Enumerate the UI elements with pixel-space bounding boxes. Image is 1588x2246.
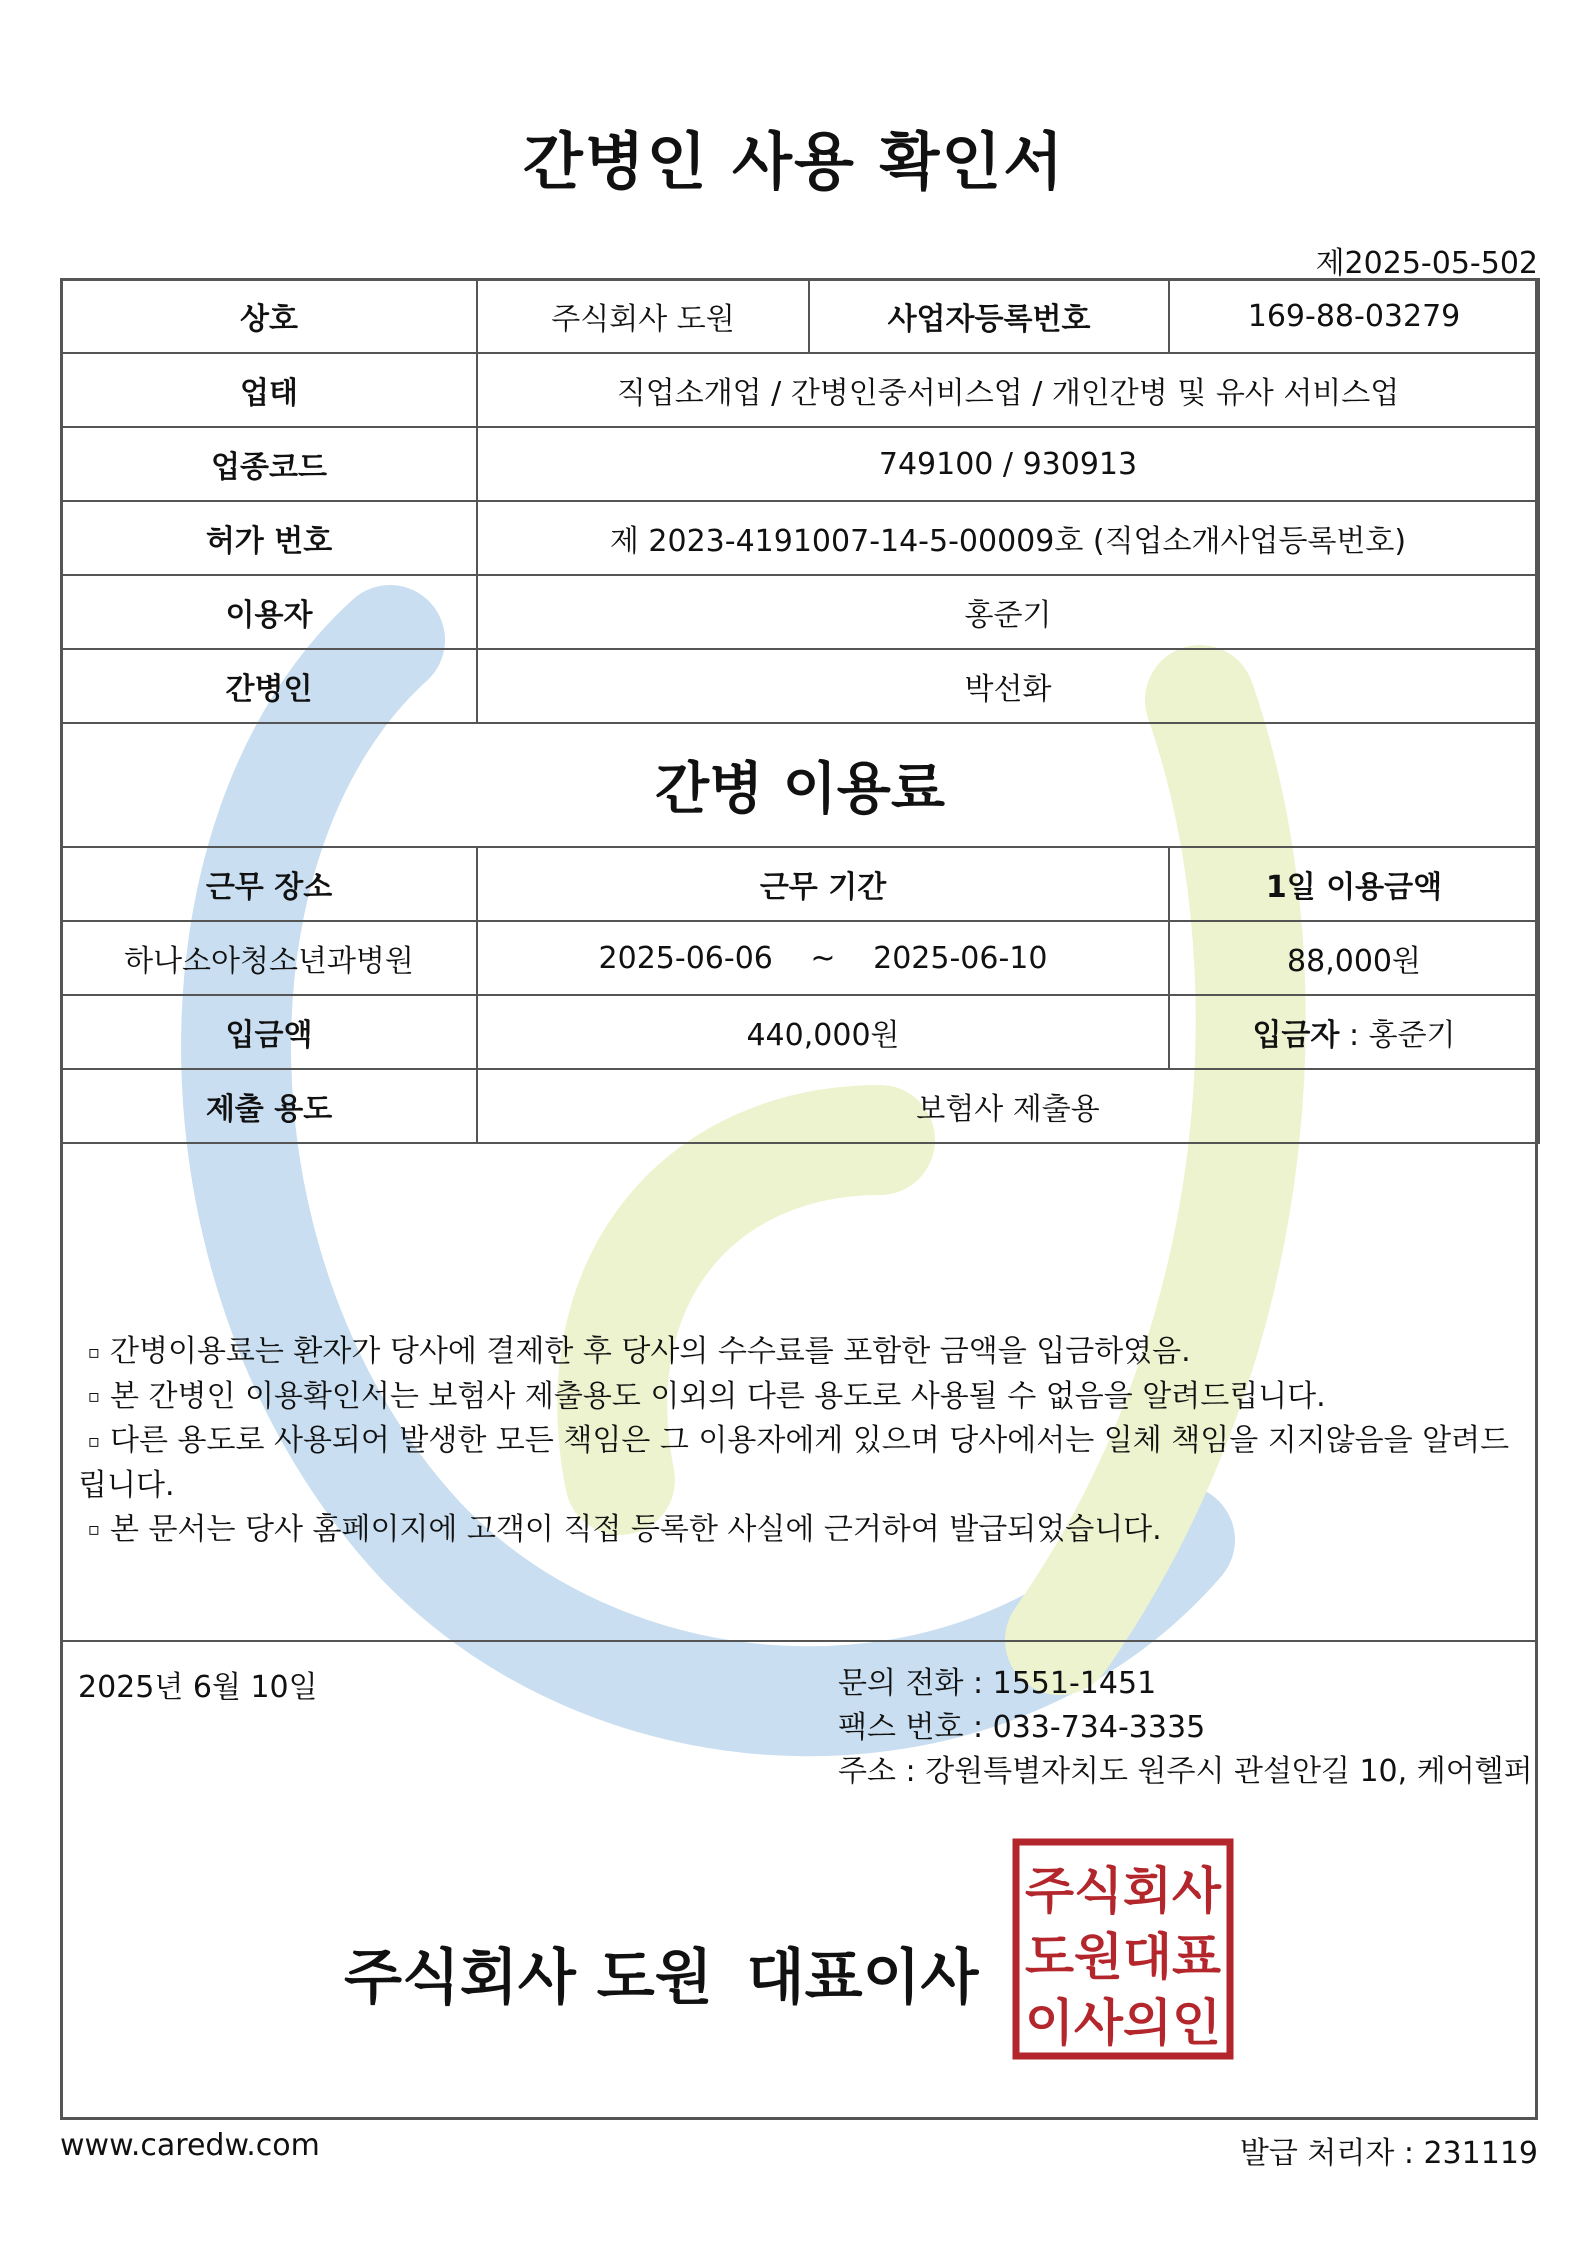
purpose-label: 제출 용도 xyxy=(61,1069,477,1143)
notes-section xyxy=(78,1330,1518,1552)
signer-title: 대표이사 xyxy=(746,1943,979,2013)
document-number: 제2025-05-502 xyxy=(1315,246,1538,281)
depositor-label: 입금자 xyxy=(1252,1018,1340,1053)
period-separator: ~ xyxy=(810,940,836,976)
permit-row xyxy=(61,501,1539,575)
company-row xyxy=(61,279,1539,353)
bullet-icon: ▫ xyxy=(87,1386,101,1407)
fax-number: 팩스 번호 : 033-734-3335 xyxy=(838,1710,1206,1745)
depositor-cell xyxy=(1169,995,1539,1069)
workplace-label: 근무 장소 xyxy=(61,847,477,921)
workplace-value: 하나소아청소년과병원 xyxy=(61,921,477,995)
user-row xyxy=(61,575,1539,649)
industry-code-row xyxy=(61,427,1539,501)
purpose-value: 보험사 제출용 xyxy=(477,1069,1539,1143)
bullet-icon: ▫ xyxy=(87,1430,101,1452)
depositor-value: : 홍준기 xyxy=(1339,1018,1456,1053)
seal-line: 이사의인 xyxy=(1025,1994,1221,2052)
user-label: 이용자 xyxy=(61,575,477,649)
signer xyxy=(344,1930,979,2016)
permit-value: 제 2023-4191007-14-5-00009호 (직업소개사업등록번호) xyxy=(477,501,1539,575)
purpose-row xyxy=(61,1069,1539,1143)
period-value xyxy=(477,921,1169,995)
period-start: 2025-06-06 xyxy=(598,940,773,976)
note-item: ▫ 본 간병인 이용확인서는 보험사 제출용도 이외의 다른 용도로 사용될 수 없음을 알려드립니다. xyxy=(78,1375,1518,1420)
caregiver-label: 간병인 xyxy=(61,649,477,723)
company-value: 주식회사 도원 xyxy=(477,279,809,353)
deposit-value: 440,000원 xyxy=(477,995,1169,1069)
deposit-label: 입금액 xyxy=(61,995,477,1069)
fee-header-row xyxy=(61,847,1539,921)
user-value: 홍준기 xyxy=(477,575,1539,649)
bullet-icon: ▫ xyxy=(87,1341,101,1363)
company-seal-icon xyxy=(1012,1838,1234,2060)
seal-line: 도원대표 xyxy=(1025,1928,1222,1986)
caregiver-row xyxy=(61,649,1539,723)
certificate-table xyxy=(60,278,1540,1144)
fee-title-row xyxy=(61,723,1539,847)
bullet-icon: ▫ xyxy=(87,1519,101,1540)
industry-code-value: 749100 / 930913 xyxy=(477,427,1539,501)
daily-fee-value: 88,000원 xyxy=(1169,921,1539,995)
address: 주소 : 강원특별자치도 원주시 관설안길 10, 케어헬퍼 xyxy=(838,1754,1533,1789)
industry-code-label: 업종코드 xyxy=(61,427,477,501)
company-label: 상호 xyxy=(61,279,477,353)
business-type-row xyxy=(61,353,1539,427)
caregiver-value: 박선화 xyxy=(477,649,1539,723)
issue-date: 2025년 6월 10일 xyxy=(78,1670,318,1705)
business-type-label: 업태 xyxy=(61,353,477,427)
phone-number: 문의 전화 : 1551-1451 xyxy=(838,1666,1157,1701)
period-label: 근무 기간 xyxy=(477,847,1169,921)
document-title: 간병인 사용 확인서 xyxy=(522,125,1066,198)
contact-info xyxy=(838,1662,1533,1794)
deposit-row xyxy=(61,995,1539,1069)
note-item: ▫ 다른 용도로 사용되어 발생한 모든 책임은 그 이용자에게 있으며 당사에서는 일체 책임을 지지않음을 알려드립니다. xyxy=(78,1419,1518,1508)
fee-value-row xyxy=(61,921,1539,995)
signer-company: 주식회사 도원 xyxy=(344,1943,713,2013)
permit-label: 허가 번호 xyxy=(61,501,477,575)
bizno-value: 169-88-03279 xyxy=(1169,279,1539,353)
issue-handler: 발급 처리자 : 231119 xyxy=(1239,2136,1538,2171)
website-link[interactable]: www.caredw.com xyxy=(60,2128,320,2163)
daily-fee-label: 1일 이용금액 xyxy=(1169,847,1539,921)
footer-divider xyxy=(60,1640,1538,1642)
seal-line: 주식회사 xyxy=(1025,1862,1222,1920)
note-item: ▫ 간병이용료는 환자가 당사에 결제한 후 당사의 수수료를 포함한 금액을 입금하였음. xyxy=(78,1330,1518,1375)
business-type-value: 직업소개업 / 간병인중서비스업 / 개인간병 및 유사 서비스업 xyxy=(477,353,1539,427)
fee-section-title: 간병 이용료 xyxy=(61,723,1539,847)
period-end: 2025-06-10 xyxy=(873,940,1048,976)
bizno-label: 사업자등록번호 xyxy=(809,279,1169,353)
note-item: ▫ 본 문서는 당사 홈페이지에 고객이 직접 등록한 사실에 근거하여 발급되었습니다. xyxy=(78,1508,1518,1553)
